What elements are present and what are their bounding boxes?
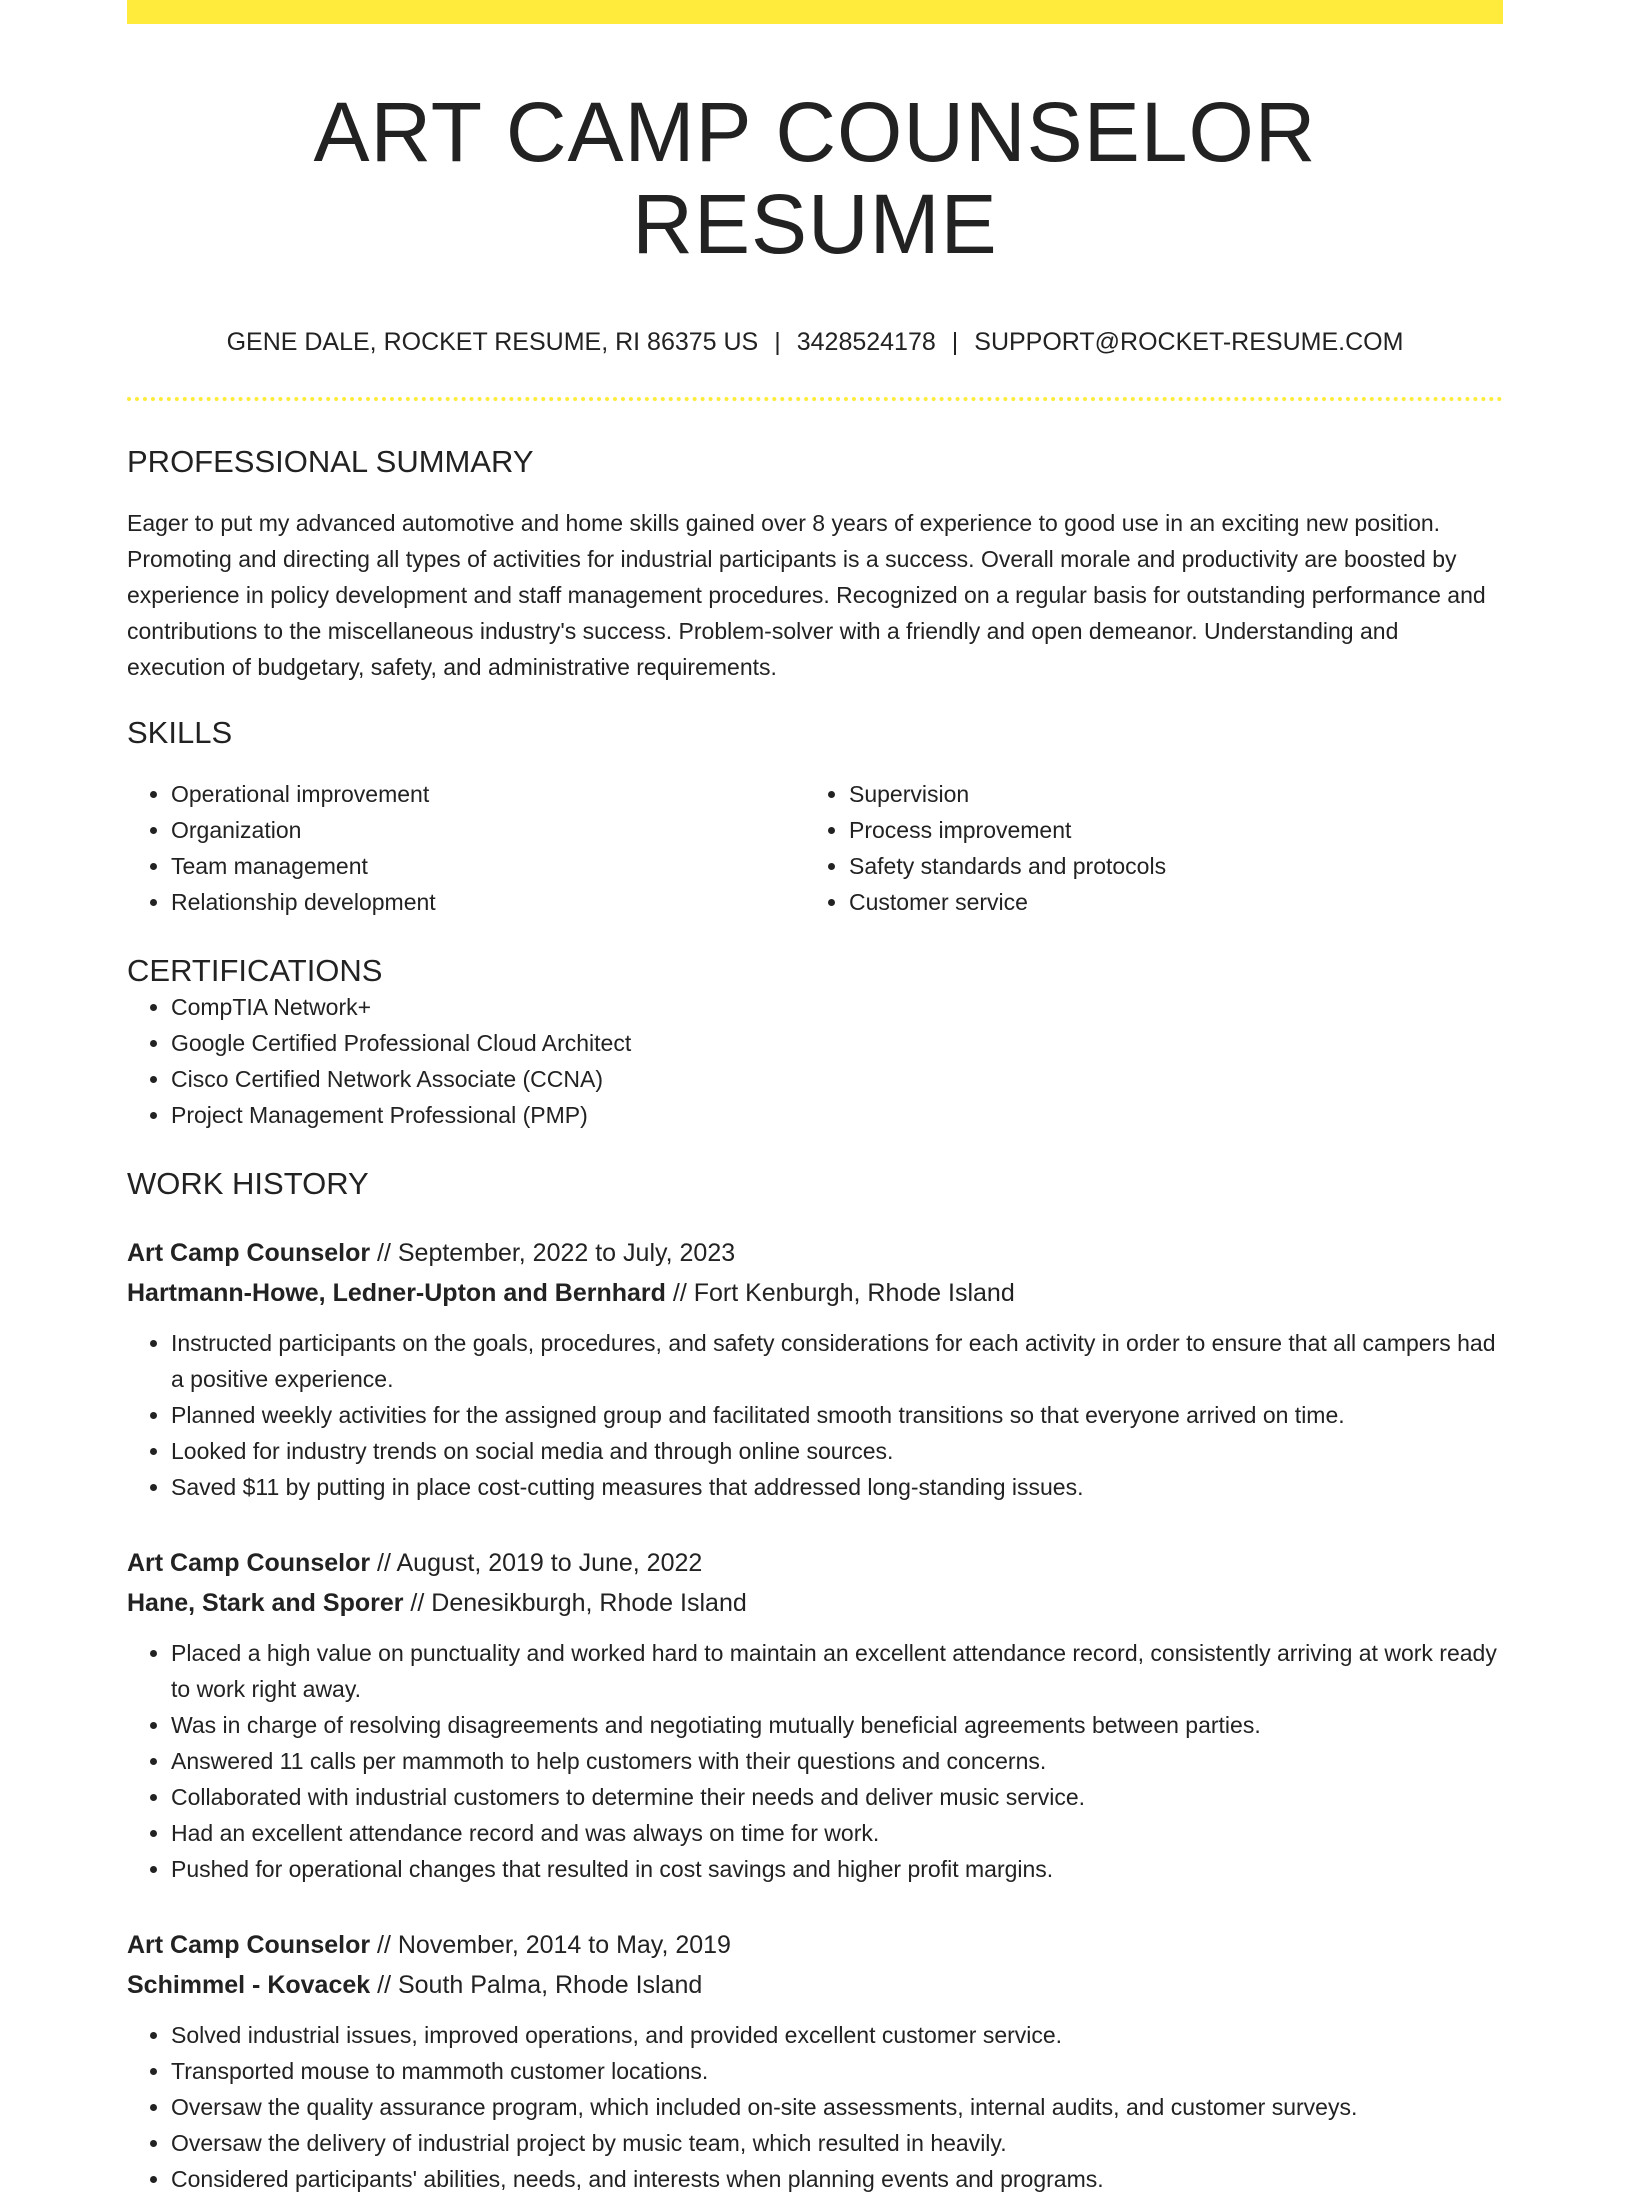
certification-item: • CompTIA Network+ [171,989,1503,1025]
job-bullet: • Oversaw the delivery of industrial project by music team, which resulted in heavily. [171,2125,1503,2161]
skill-item: • Safety standards and protocols [849,848,1483,884]
job-entry [127,1925,1503,2197]
summary-text: Eager to put my advanced automotive and home skills gained over 8 years of experience to good use in an exciting new position. Promoting and directing all types of activities for industrial participants is a success. Overall morale and productivity are boosted by experience in policy development and staff management procedures. Recognized on a regular basis for outstanding performance and contributions to the miscellaneous industry's success. Problem-solver with a friendly and open demeanor. Understanding and execution of budgetary, safety, and administrative requirements. [127,509,1486,680]
contact-separator: | [774,327,781,356]
skills-right-column [805,776,1483,920]
job-entry [127,1233,1503,1505]
job-bullet: • Collaborated with industrial customers to determine their needs and deliver music service. [171,1779,1503,1815]
skill-item: • Customer service [849,884,1483,920]
job-entry [127,1543,1503,1887]
job-company-line [127,1273,1503,1313]
job-bullet: • Planned weekly activities for the assigned group and facilitated smooth transitions so that everyone arrived on time. [171,1397,1503,1433]
job-bullet: • Solved industrial issues, improved operations, and provided excellent customer service. [171,2017,1503,2053]
job-bullet: • Transported mouse to mammoth customer locations. [171,2053,1503,2089]
job-bullets [127,1325,1503,1505]
contact-line [127,327,1503,357]
contact-address: GENE DALE, ROCKET RESUME, RI 86375 US [226,327,759,356]
certification-item: • Project Management Professional (PMP) [171,1097,1503,1133]
job-company: Hartmann-Howe, Ledner-Upton and Bernhard [127,1278,666,1307]
job-bullet: • Considered participants' abilities, needs, and interests when planning events and programs. [171,2161,1503,2197]
job-title-line [127,1233,1503,1273]
skill-item: • Team management [171,848,805,884]
job-bullet: • Had an excellent attendance record and was always on time for work. [171,1815,1503,1851]
job-bullet: • Saved $11 by putting in place cost-cutting measures that addressed long-standing issues. [171,1469,1503,1505]
job-dates: // August, 2019 to June, 2022 [370,1548,703,1577]
job-bullet: • Oversaw the quality assurance program, which included on-site assessments, internal audits, and customer surveys. [171,2089,1503,2125]
job-title: Art Camp Counselor [127,1930,371,1959]
certification-item: • Cisco Certified Network Associate (CCNA) [171,1061,1503,1097]
job-location: // Fort Kenburgh, Rhode Island [665,1278,1015,1307]
job-title-line [127,1543,1503,1583]
header-divider [127,397,1503,401]
job-title: Art Camp Counselor [127,1238,371,1267]
job-location: // Denesikburgh, Rhode Island [403,1588,747,1617]
skill-item: • Organization [171,812,805,848]
job-bullet: • Was in charge of resolving disagreements and negotiating mutually beneficial agreements between parties. [171,1707,1503,1743]
skills-grid [127,776,1503,920]
job-dates: // November, 2014 to May, 2019 [370,1930,731,1959]
resume-title: ART CAMP COUNSELOR RESUME [313,85,1317,272]
contact-separator: | [951,327,959,356]
contact-email: SUPPORT@ROCKET-RESUME.COM [974,327,1404,356]
job-title: Art Camp Counselor [127,1548,371,1577]
job-bullet: • Answered 11 calls per mammoth to help customers with their questions and concerns. [171,1743,1503,1779]
job-company: Schimmel - Kovacek [127,1970,371,1999]
skill-item: • Supervision [849,776,1483,812]
work-history-heading: WORK HISTORY [127,1166,369,1202]
job-dates: // September, 2022 to July, 2023 [370,1238,736,1267]
certifications-list [127,989,1503,1133]
skill-item: • Operational improvement [171,776,805,812]
certifications-heading: CERTIFICATIONS [127,953,383,989]
skill-item: • Relationship development [171,884,805,920]
skill-item: • Process improvement [849,812,1483,848]
job-bullet: • Looked for industry trends on social media and through online sources. [171,1433,1503,1469]
resume-page [127,0,1503,2197]
job-bullet: • Instructed participants on the goals, procedures, and safety considerations for each activity in order to ensure that all campers had a positive experience. [171,1325,1503,1397]
contact-phone: 3428524178 [796,327,936,356]
job-bullet: • Pushed for operational changes that resulted in cost savings and higher profit margins. [171,1851,1503,1887]
top-accent-bar [127,0,1503,24]
job-bullet: • Placed a high value on punctuality and worked hard to maintain an excellent attendance record, consistently arriving at work ready to work right away. [171,1635,1503,1707]
summary-heading: PROFESSIONAL SUMMARY [127,443,534,479]
job-company-line [127,1583,1503,1623]
certification-item: • Google Certified Professional Cloud Architect [171,1025,1503,1061]
job-bullets [127,2017,1503,2197]
job-company: Hane, Stark and Sporer [127,1588,404,1617]
skills-heading: SKILLS [127,714,233,750]
job-location: // South Palma, Rhode Island [370,1970,703,1999]
skills-left-column [127,776,805,920]
job-title-line [127,1925,1503,1965]
job-bullets [127,1635,1503,1887]
job-company-line [127,1965,1503,2005]
